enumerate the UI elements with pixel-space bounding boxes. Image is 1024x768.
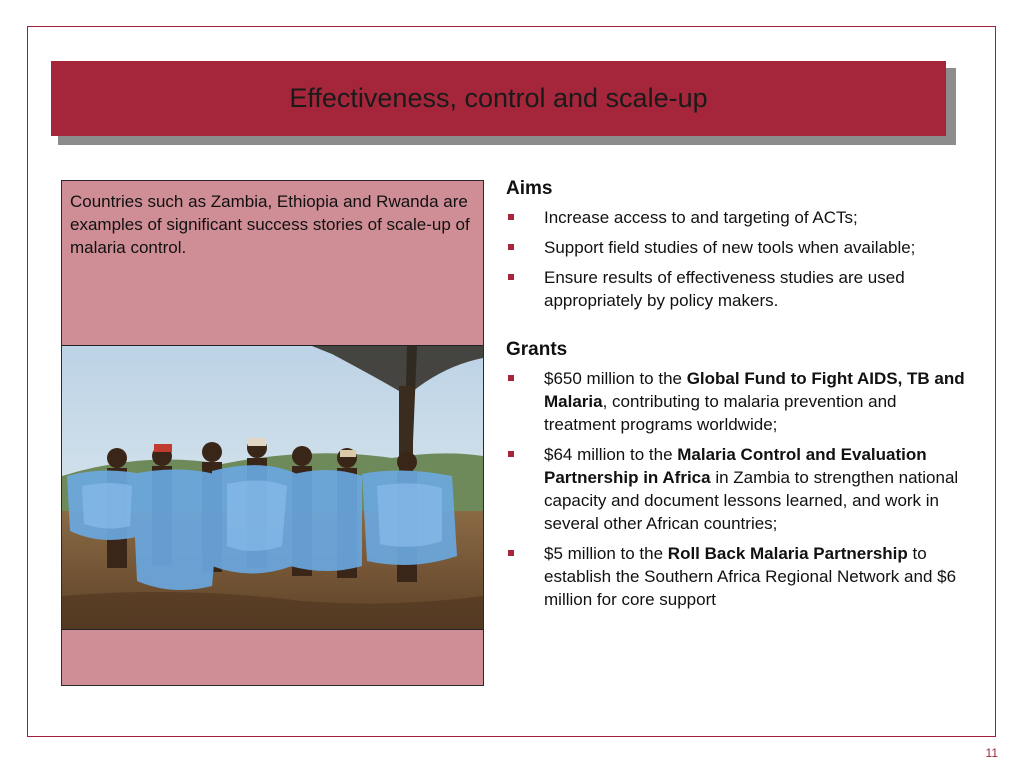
slide-title: Effectiveness, control and scale-up xyxy=(289,83,708,113)
list-item xyxy=(506,367,971,436)
grant-pre: $650 million to the xyxy=(544,369,687,388)
aim-text: Increase access to and targeting of ACTs; xyxy=(544,208,858,227)
square-bullet-icon xyxy=(508,274,514,280)
grant-pre: $64 million to the xyxy=(544,445,678,464)
list-item xyxy=(506,266,971,312)
grants-heading: Grants xyxy=(506,339,568,360)
grant-post: to establish the Southern Africa Regional Network and $6 million for core support xyxy=(544,544,957,609)
grant-recipient: Roll Back Malaria Partnership xyxy=(667,544,908,563)
list-item xyxy=(506,443,971,535)
grant-recipient: Global Fund to Fight AIDS, TB and Malaria xyxy=(544,369,965,411)
title-bar xyxy=(51,61,946,136)
square-bullet-icon xyxy=(508,244,514,250)
square-bullet-icon xyxy=(508,375,514,381)
list-item xyxy=(506,542,971,611)
aims-heading: Aims xyxy=(506,178,553,199)
grant-post: in Zambia to strengthen national capacity and document lessons learned, and work in several other African countries; xyxy=(544,468,959,533)
grant-post: , contributing to malaria prevention and treatment programs worldwide; xyxy=(544,392,897,434)
grant-recipient: Malaria Control and Evaluation Partnership in Africa xyxy=(544,445,927,487)
grants-list xyxy=(506,367,971,611)
aim-text: Support field studies of new tools when available; xyxy=(544,238,916,257)
square-bullet-icon xyxy=(508,550,514,556)
right-column xyxy=(506,178,971,618)
list-item xyxy=(506,206,971,229)
page-number: 11 xyxy=(985,746,998,760)
photo-illustration xyxy=(62,346,483,629)
photo-women-with-bednets xyxy=(62,345,483,630)
aim-text: Ensure results of effectiveness studies are used appropriately by policy makers. xyxy=(544,268,905,310)
square-bullet-icon xyxy=(508,214,514,220)
list-item xyxy=(506,236,971,259)
aims-list xyxy=(506,206,971,312)
left-panel-caption: Countries such as Zambia, Ethiopia and Rwanda are examples of significant success stories of scale-up of malaria control. xyxy=(70,192,470,257)
grant-pre: $5 million to the xyxy=(544,544,668,563)
square-bullet-icon xyxy=(508,451,514,457)
